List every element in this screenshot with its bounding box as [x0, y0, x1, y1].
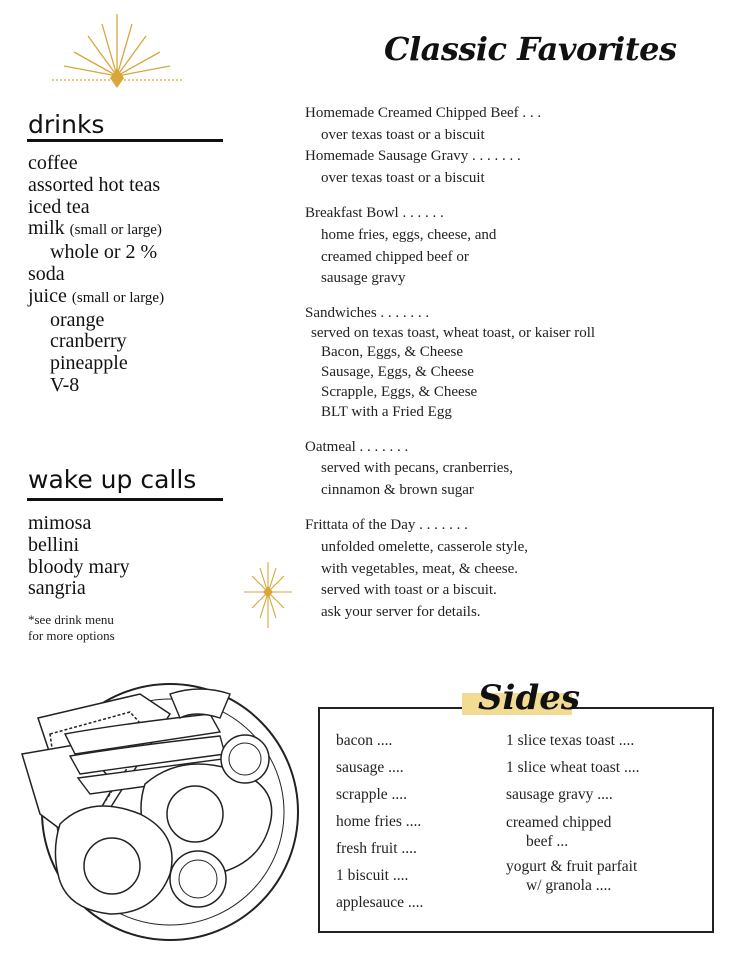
menu-item-detail: cinnamon & brown sugar — [321, 481, 474, 498]
side-item: fresh fruit .... — [336, 840, 417, 857]
drink-item — [28, 310, 164, 332]
menu-item — [305, 146, 715, 189]
wake-up-calls-heading: wake up calls — [28, 465, 197, 494]
drink-name: orange — [50, 308, 105, 331]
side-item-line: w/ granola .... — [526, 877, 612, 894]
menu-item-detail: Sausage, Eggs, & Cheese — [321, 364, 474, 381]
note-line: *see drink menu — [28, 612, 114, 627]
drink-item — [28, 375, 164, 397]
side-item: bacon .... — [336, 732, 393, 749]
drinks-underline — [27, 139, 223, 142]
wake-up-underline — [27, 498, 223, 501]
menu-item-detail: home fries, eggs, cheese, and — [321, 226, 497, 243]
drink-name: V-8 — [50, 373, 80, 396]
breakfast-plate-illustration — [20, 674, 310, 946]
drink-item — [28, 264, 164, 286]
drink-name: milk — [28, 217, 65, 240]
menu-item-detail: with vegetables, meat, & cheese. — [321, 560, 519, 577]
sides-right-column — [506, 732, 639, 901]
drink-item — [28, 331, 164, 353]
menu-item-name: Homemade Sausage Gravy . . . . . . . — [305, 148, 521, 165]
menu-item-detail: over texas toast or a biscuit — [321, 126, 485, 143]
drink-item — [28, 242, 164, 264]
side-item — [506, 857, 639, 895]
drink-size-note: (small or large) — [69, 222, 162, 239]
menu-item-detail: Bacon, Eggs, & Cheese — [321, 344, 464, 361]
drink-name: whole or 2 % — [50, 241, 158, 264]
side-item — [506, 813, 639, 851]
cocktail-item: bellini — [28, 533, 80, 556]
menu-item-detail: Scrapple, Eggs, & Cheese — [321, 383, 478, 400]
side-item: 1 biscuit .... — [336, 867, 409, 884]
drink-item — [28, 175, 164, 197]
sunburst-ornament-icon — [46, 10, 188, 90]
classic-favorites-menu — [305, 103, 715, 623]
drink-item — [28, 286, 164, 310]
menu-item — [305, 203, 715, 289]
side-item: sausage .... — [336, 759, 404, 776]
sides-title: Sides — [478, 678, 581, 718]
side-item-line: beef ... — [526, 833, 569, 850]
menu-item — [305, 103, 715, 146]
menu-item-detail: ask your server for details. — [321, 603, 481, 620]
side-item: home fries .... — [336, 813, 422, 830]
side-item-line: creamed chipped — [506, 814, 612, 831]
menu-item-name: Frittata of the Day . . . . . . . — [305, 517, 468, 534]
cocktail-item: mimosa — [28, 512, 92, 534]
menu-item-detail: creamed chipped beef or — [321, 248, 469, 265]
wake-up-calls-list — [28, 513, 130, 600]
drink-name: coffee — [28, 152, 78, 174]
menu-item — [305, 437, 715, 502]
drink-name: iced tea — [28, 195, 90, 218]
menu-item-name: Oatmeal . . . . . . . — [305, 438, 409, 455]
classic-favorites-title: Classic Favorites — [384, 30, 677, 68]
menu-item-name: Breakfast Bowl . . . . . . — [305, 205, 444, 222]
drink-item — [28, 197, 164, 219]
sparkle-ornament-icon — [238, 556, 298, 632]
drink-item — [28, 353, 164, 375]
side-item-line: yogurt & fruit parfait — [506, 858, 638, 875]
menu-item-intro: served on texas toast, wheat toast, or kaiser roll — [311, 324, 596, 341]
sides-left-column — [336, 732, 423, 921]
side-item: sausage gravy .... — [506, 786, 613, 803]
menu-item-detail: served with toast or a biscuit. — [321, 582, 497, 599]
cocktail-item: sangria — [28, 577, 86, 600]
menu-item-detail: sausage gravy — [321, 270, 406, 287]
drink-size-note: (small or large) — [71, 289, 165, 306]
menu-item-detail: served with pecans, cranberries, — [321, 460, 513, 477]
drinks-heading: drinks — [28, 110, 105, 139]
side-item: scrapple .... — [336, 786, 408, 803]
menu-item-detail: over texas toast or a biscuit — [321, 169, 485, 186]
side-item: applesauce .... — [336, 894, 424, 911]
cocktail-item: bloody mary — [28, 555, 130, 578]
drink-name: cranberry — [50, 330, 127, 353]
menu-item — [305, 515, 715, 623]
drinks-list — [28, 153, 164, 397]
drink-item — [28, 218, 164, 242]
menu-item — [305, 304, 715, 423]
drink-item — [28, 153, 164, 175]
drink-name: assorted hot teas — [28, 173, 161, 196]
menu-item-name: Homemade Creamed Chipped Beef . . . — [305, 105, 542, 121]
side-item: 1 slice wheat toast .... — [506, 759, 640, 776]
drink-name: pineapple — [50, 352, 128, 375]
side-item: 1 slice texas toast .... — [506, 732, 635, 749]
menu-item-detail: BLT with a Fried Egg — [321, 403, 452, 420]
menu-item-name: Sandwiches . . . . . . . — [305, 304, 430, 321]
drink-name: soda — [28, 262, 65, 285]
note-line: for more options — [28, 628, 115, 643]
menu-item-detail: unfolded omelette, casserole style, — [321, 538, 529, 555]
drink-menu-note — [28, 612, 115, 644]
drink-name: juice — [28, 284, 67, 307]
